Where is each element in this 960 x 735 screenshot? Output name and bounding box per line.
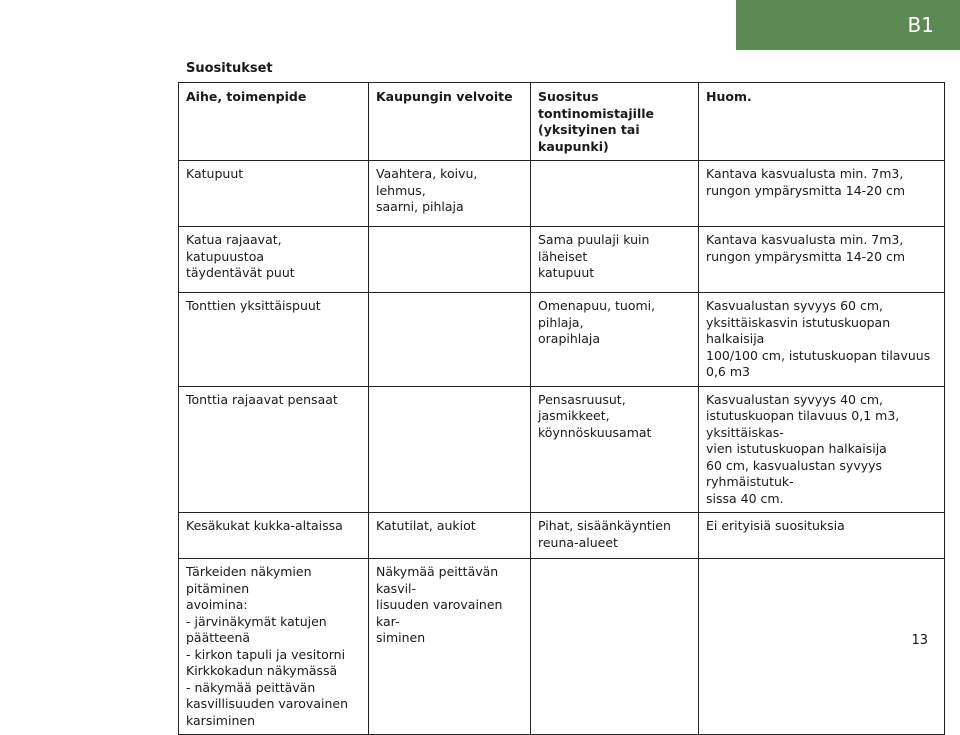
table-cell: Kantava kasvualusta min. 7m3, rungon ympärysmitta 14-20 cm (699, 227, 945, 293)
table-row (179, 559, 945, 735)
table-cell: Tonttien yksittäispuut (179, 293, 369, 387)
table-row (179, 513, 945, 559)
table-cell (699, 559, 945, 735)
header-owner-recommendation: Suositus tontinomistajille (yksityinen tai kaupunki) (531, 83, 699, 161)
section-tab (736, 0, 960, 50)
table-cell: Omenapuu, tuomi, pihlaja, orapihlaja (531, 293, 699, 387)
table-cell (369, 386, 531, 513)
table-row (179, 293, 945, 387)
table-cell: Pensasruusut, jasmikkeet, köynnöskuusamat (531, 386, 699, 513)
header-city-obligation: Kaupungin velvoite (369, 83, 531, 161)
table-cell: Kantava kasvualusta min. 7m3, rungon ympärysmitta 14-20 cm (699, 161, 945, 227)
table-row (179, 227, 945, 293)
table-cell (531, 161, 699, 227)
table-cell (369, 227, 531, 293)
table-cell: Kasvualustan syvyys 40 cm, istutuskuopan tilavuus 0,1 m3, yksittäiskas- vien istutuskuopan halkaisija 60 cm, kasvualustan syvyys ryhmäistutuk- sissa 40 cm. (699, 386, 945, 513)
table-cell: Katutilat, aukiot (369, 513, 531, 559)
table-cell: Tonttia rajaavat pensaat (179, 386, 369, 513)
table-cell (369, 293, 531, 387)
table-cell: Vaahtera, koivu, lehmus, saarni, pihlaja (369, 161, 531, 227)
table-cell: Katua rajaavat, katupuustoa täydentävät puut (179, 227, 369, 293)
table-cell: Katupuut (179, 161, 369, 227)
recommendations-table (178, 82, 945, 735)
table-cell: Sama puulaji kuin läheiset katupuut (531, 227, 699, 293)
table-cell: Kesäkukat kukka-altaissa (179, 513, 369, 559)
table-row (179, 161, 945, 227)
header-topic: Aihe, toimenpide (179, 83, 369, 161)
section-title: Suositukset (186, 61, 273, 76)
table-cell: Ei erityisiä suosituksia (699, 513, 945, 559)
table-cell: Kasvualustan syvyys 60 cm, yksittäiskasvin istutuskuopan halkaisija 100/100 cm, istutuskuopan tilavuus 0,6 m3 (699, 293, 945, 387)
table-row (179, 386, 945, 513)
table-cell (531, 559, 699, 735)
table-header-row (179, 83, 945, 161)
table-cell: Pihat, sisäänkäyntien reuna-alueet (531, 513, 699, 559)
table-cell: Tärkeiden näkymien pitäminen avoimina: - järvinäkymät katujen päätteenä - kirkon tapuli ja vesitorni Kirkkokadun näkymässä - näkymää peittävän kasvillisuuden varovainen karsiminen (179, 559, 369, 735)
section-tab-label: B1 (907, 13, 934, 37)
page-number: 13 (911, 633, 928, 648)
table-cell: Näkymää peittävän kasvil- lisuuden varovainen kar- siminen (369, 559, 531, 735)
header-note: Huom. (699, 83, 945, 161)
